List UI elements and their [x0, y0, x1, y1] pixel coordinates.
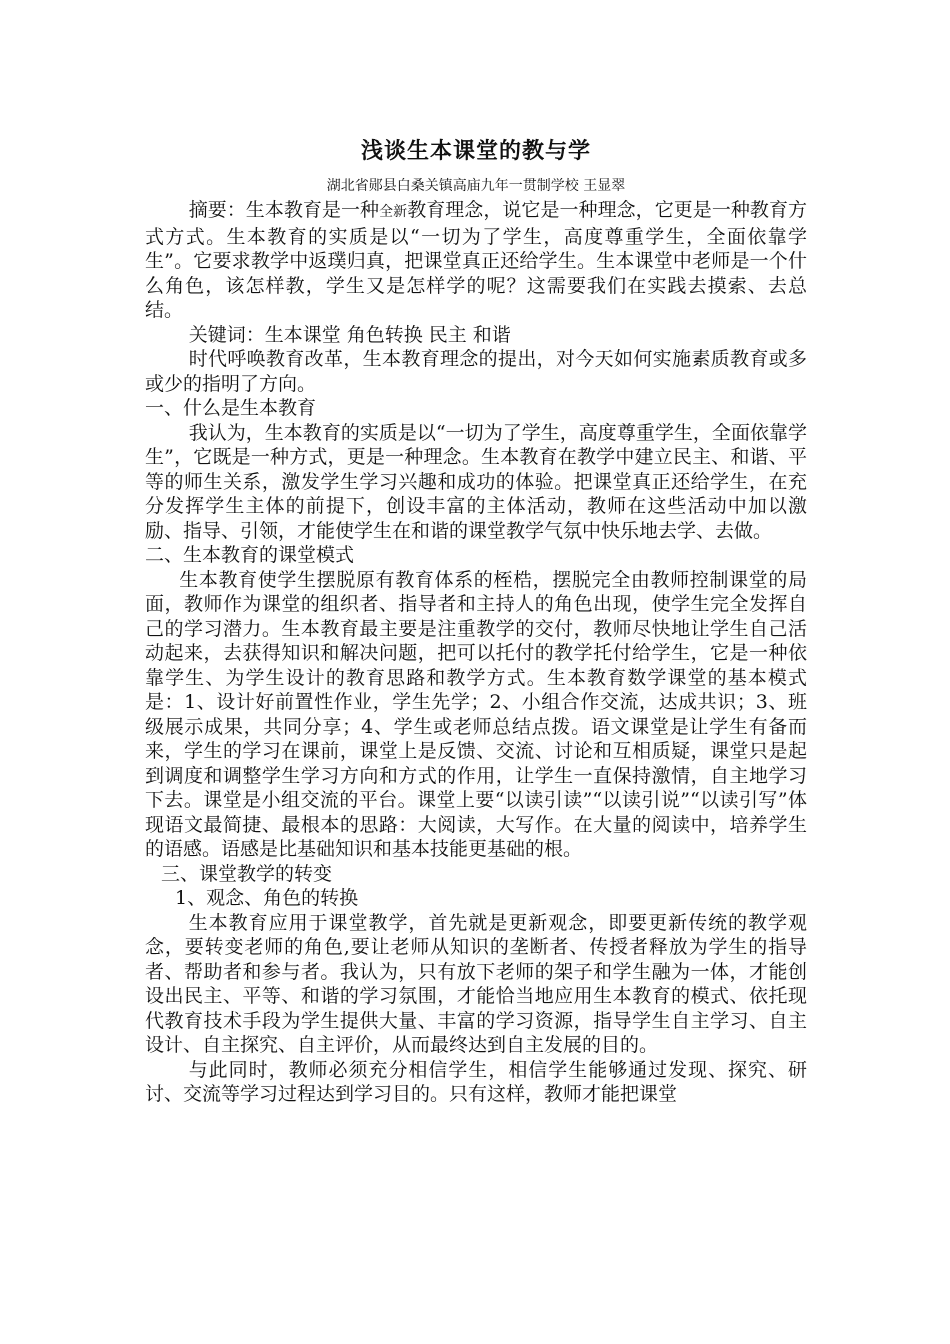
- abstract-small-text: 全新: [379, 204, 408, 220]
- section-3-heading: 三、课堂教学的转变: [161, 862, 333, 885]
- section-1-heading: 一、什么是生本教育: [145, 397, 317, 419]
- author-byline: 湖北省郧县白桑关镇高庙九年一贯制学校 王显翠: [326, 178, 626, 194]
- abstract-prefix: 摘要：生本教育是一种: [188, 199, 380, 221]
- document-page: [145, 130, 807, 1107]
- section-1-paragraph: 我认为，生本教育的实质是以“一切为了学生，高度尊重学生，全面依靠学生”，它既是一种方式，更是一种理念。生本教育在教学中建立民主、和谐、平等的师生关系，激发学生学习兴趣和成功的体验。把课堂真正还给学生，在充分发挥学生主体的前提下，创设丰富的主体活动，教师在这些活动中加以激励、指导、引领，才能使学生在和谐的课堂教学气氛中快乐地去学、去做。: [145, 421, 807, 542]
- section-2-paragraph: 生本教育使学生摆脱原有教育体系的桎梏，摆脱完全由教师控制课堂的局面，教师作为课堂的组织者、指导者和主持人的角色出现，使学生完全发挥自己的学习潜力。生本教育最主要是注重教学的交付，教师尽快地让学生自己活动起来，去获得知识和解决问题，把可以托付的教学托付给学生，它是一种依靠学生、为学生设计的教育思路和教学方式。生本教育数学课堂的基本模式是：1、设计好前置性作业，学生先学；2、小组合作交流，达成共识；3、班级展示成果，共同分享；4、学生或老师总结点拨。语文课堂是让学生有备而来，学生的学习在课前，课堂上是反馈、交流、讨论和互相质疑，课堂只是起到调度和调整学生学习方向和方式的作用，让学生一直保持激情，自主地学习下去。课堂是小组交流的平台。课堂上要“以读引读”“以读引说”“以读引写”体现语文最简捷、最根本的思路：大阅读，大写作。在大量的阅读中，培养学生的语感。语感是比基础知识和基本技能更基础的根。: [145, 568, 807, 860]
- section-3-paragraph-1: 生本教育应用于课堂教学，首先就是更新观念，即要更新传统的教学观念，要转变老师的角色,要让老师从知识的垄断者、传授者释放为学生的指导者、帮助者和参与者。我认为，只有放下老师的架子和学生融为一体，才能创设出民主、平等、和谐的学习氛围，才能恰当地应用生本教育的模式、依托现代教育技术手段为学生提供大量、丰富的学习资源，指导学生自主学习、自主设计、自主探究、自主评价，从而最终达到自主发展的目的。: [145, 911, 807, 1056]
- section-3-paragraph-2: 与此同时，教师必须充分相信学生，相信学生能够通过发现、探究、研讨、交流等学习过程达到学习目的。只有这样，教师才能把课堂: [145, 1058, 807, 1105]
- abstract-rest: 教育理念，说它是一种理念，它更是一种教育方式方式。生本教育的实质是以“一切为了学生，高度尊重学生，全面依靠学生”。它要求教学中返璞归真，把课堂真正还给学生。生本课堂中老师是一个什么角色，该怎样教，学生又是怎样学的呢？这需要我们在实践去摸索、去总结。: [145, 199, 807, 321]
- section-3-subheading: 1、观念、角色的转换: [175, 887, 359, 909]
- keywords-line: 关键词：生本课堂 角色转换 民主 和谐: [188, 323, 511, 346]
- abstract-paragraph: [145, 198, 807, 323]
- document-title: 浅谈生本课堂的教与学: [360, 138, 591, 164]
- section-2-heading: 二、生本教育的课堂模式: [145, 544, 355, 566]
- intro-paragraph: 时代呼唤教育改革，生本教育理念的提出，对今天如何实施素质教育或多或少的指明了方向。: [145, 348, 807, 395]
